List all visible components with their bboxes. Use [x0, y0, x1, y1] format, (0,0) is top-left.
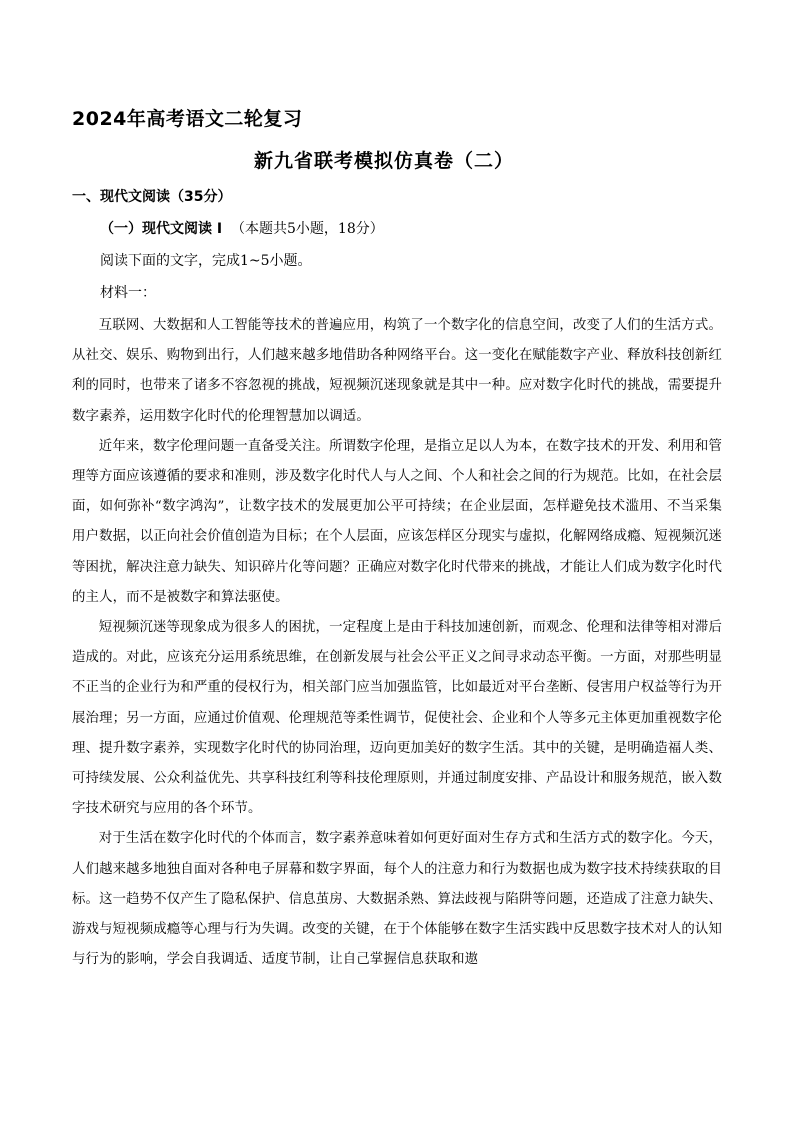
reading-instructions: 阅读下面的文字，完成1~5小题。	[100, 253, 312, 269]
exam-subtitle: 新九省联考模拟仿真卷（二）	[254, 150, 515, 172]
material-label: 材料一：	[100, 285, 156, 301]
subsection-heading	[100, 218, 384, 238]
paragraph-3: 短视频沉迷等现象成为很多人的困扰，一定程度上是由于科技加速创新，而观念、伦理和法律等相对滞后造成的。对此，应该充分运用系统思维，在创新发展与社会公平正义之间寻求动态平衡。一方面，对那些明显不正当的企业行为和严重的侵权行为，相关部门应当加强监管，比如最近对平台垄断、侵害用户权益等行为开展治理；另一方面，应通过价值观、伦理规范等柔性调节，促使社会、企业和个人等多元主体更加重视数字伦理、提升数字素养，实现数字化时代的协同治理，迈向更加美好的数字生活。其中的关键，是明确造福人类、可持续发展、公众利益优先、共享科技红利等科技伦理原则，并通过制度安排、产品设计和服务规范，嵌入数字技术研究与应用的各个环节。	[72, 620, 722, 817]
paragraph-1: 互联网、大数据和人工智能等技术的普遍应用，构筑了一个数字化的信息空间，改变了人们的生活方式。从社交、娱乐、购物到出行，人们越来越多地借助各种网络平台。这一变化在赋能数字产业、释放科技创新红利的同时，也带来了诸多不容忽视的挑战，短视频沉迷现象就是其中一种。应对数字化时代的挑战，需要提升数字素养，运用数字化时代的伦理智慧加以调适。	[72, 318, 722, 424]
paragraph-2: 近年来，数字伦理问题一直备受关注。所谓数字伦理，是指立足以人为本，在数字技术的开发、利用和管理等方面应该遵循的要求和准则，涉及数字化时代人与人之间、个人和社会之间的行为规范。比如，在社会层面，如何弥补“数字鸿沟”，让数字技术的发展更加公平可持续；在企业层面，怎样避免技术滥用、不当采集用户数据，以正向社会价值创造为目标；在个人层面，应该怎样区分现实与虚拟，化解网络成瘾、短视频沉迷等困扰，解决注意力缺失、知识碎片化等问题？正确应对数字化时代带来的挑战，才能让人们成为数字化时代的主人，而不是被数字和算法驱使。	[72, 438, 722, 605]
paragraph-4: 对于生活在数字化时代的个体而言，数字素养意味着如何更好面对生存方式和生活方式的数字化。今天，人们越来越多地独自面对各种电子屏幕和数字界面，每个人的注意力和行为数据也成为数字技术持续获取的目标。这一趋势不仅产生了隐私保护、信息茧房、大数据杀熟、算法歧视与陷阱等问题，还造成了注意力缺失、游戏与短视频成瘾等心理与行为失调。改变的关键，在于个体能够在数字生活实践中反思数字技术对人的认知与行为的影响，学会自我调适、适度节制，让自己掌握信息获取和遨	[72, 831, 722, 968]
subsection-label: （一）现代文阅读 Ⅰ	[100, 221, 223, 237]
subsection-meta: （本题共5小题，18分）	[231, 221, 384, 237]
section-heading: 一、现代文阅读（35分）	[72, 189, 232, 205]
passage-body	[72, 311, 722, 975]
document-title: 2024年高考语文二轮复习	[72, 108, 303, 130]
